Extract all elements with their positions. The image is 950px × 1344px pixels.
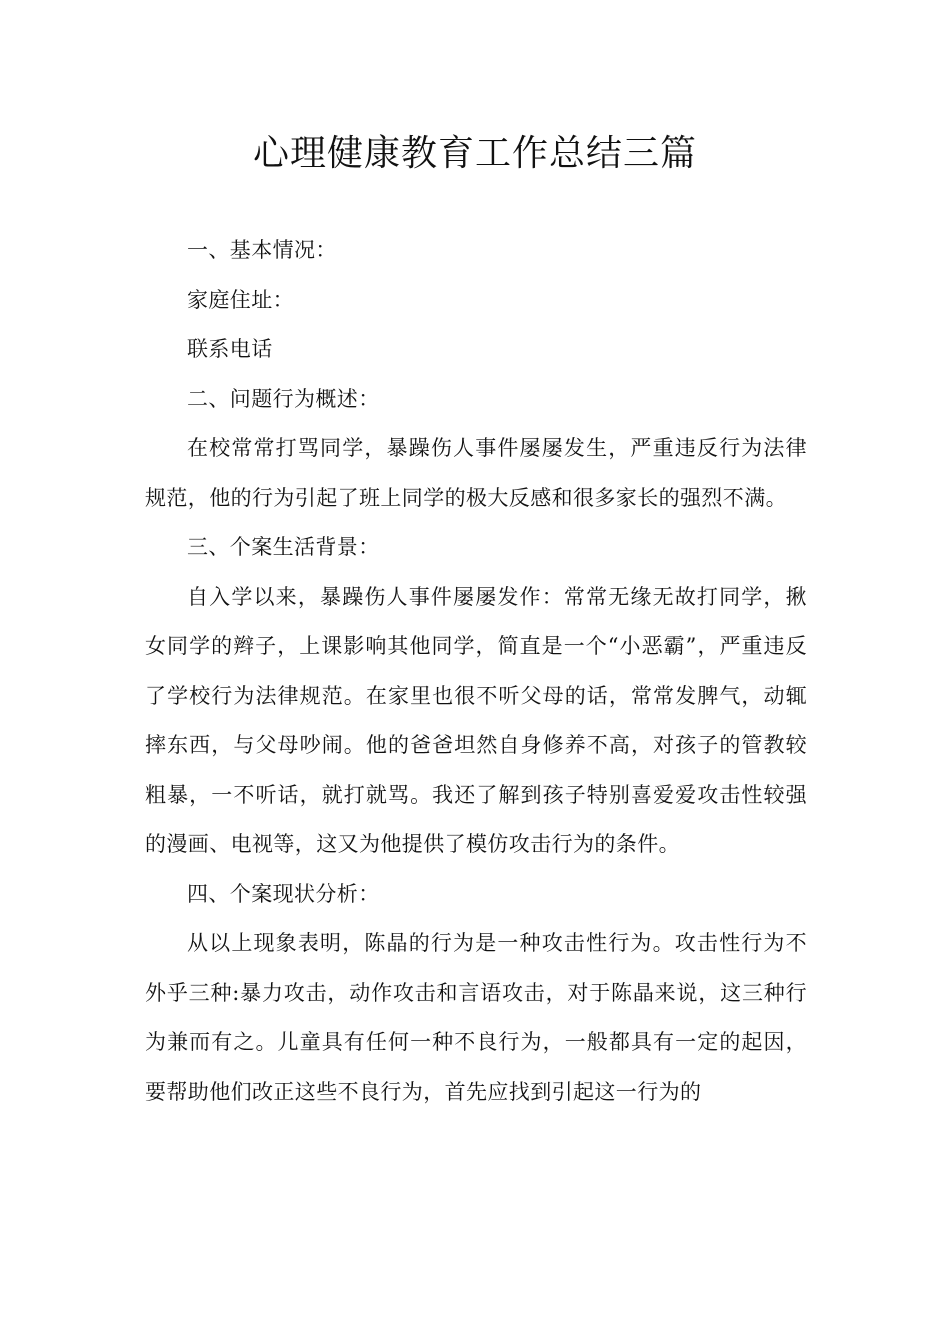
section-heading-status-analysis: 四、个案现状分析： <box>187 881 380 906</box>
document-title: 心理健康教育工作总结三篇 <box>252 133 697 174</box>
document-body <box>145 226 807 1117</box>
problem-overview-paragraph: 在校常常打骂同学，暴躁伤人事件屡屡发生，严重违反行为法律规范，他的行为引起了班上同学的极大反感和很多家长的强烈不满。 <box>145 436 807 510</box>
home-address-line: 家庭住址： <box>187 287 294 312</box>
contact-phone-line: 联系电话 <box>187 337 273 361</box>
section-heading-life-background: 三、个案生活背景： <box>187 535 380 559</box>
section-heading-problem-overview: 二、问题行为概述： <box>187 386 380 411</box>
life-background-paragraph: 自入学以来，暴躁伤人事件屡屡发作：常常无缘无故打同学，揪女同学的辫子，上课影响其他同学，简直是一个“小恶霸”，严重违反了学校行为法律规范。在家里也很不听父母的话，常常发脾气，动辄摔东西，与父母吵闹。他的爸爸坦然自身修养不高，对孩子的管教较粗暴，一不听话，就打就骂。我还了解到孩子特别喜爱爱攻击性较强的漫画、电视等，这又为他提供了模仿攻击行为的条件。 <box>145 584 807 856</box>
status-analysis-paragraph: 从以上现象表明，陈晶的行为是一种攻击性行为。攻击性行为不外乎三种:暴力攻击，动作攻击和言语攻击，对于陈晶来说，这三种行为兼而有之。儿童具有任何一种不良行为，一般都具有一定的起因，要帮助他们改正这些不良行为，首先应找到引起这一行为的 <box>145 931 807 1104</box>
section-heading-basic-info: 一、基本情况： <box>187 238 337 262</box>
